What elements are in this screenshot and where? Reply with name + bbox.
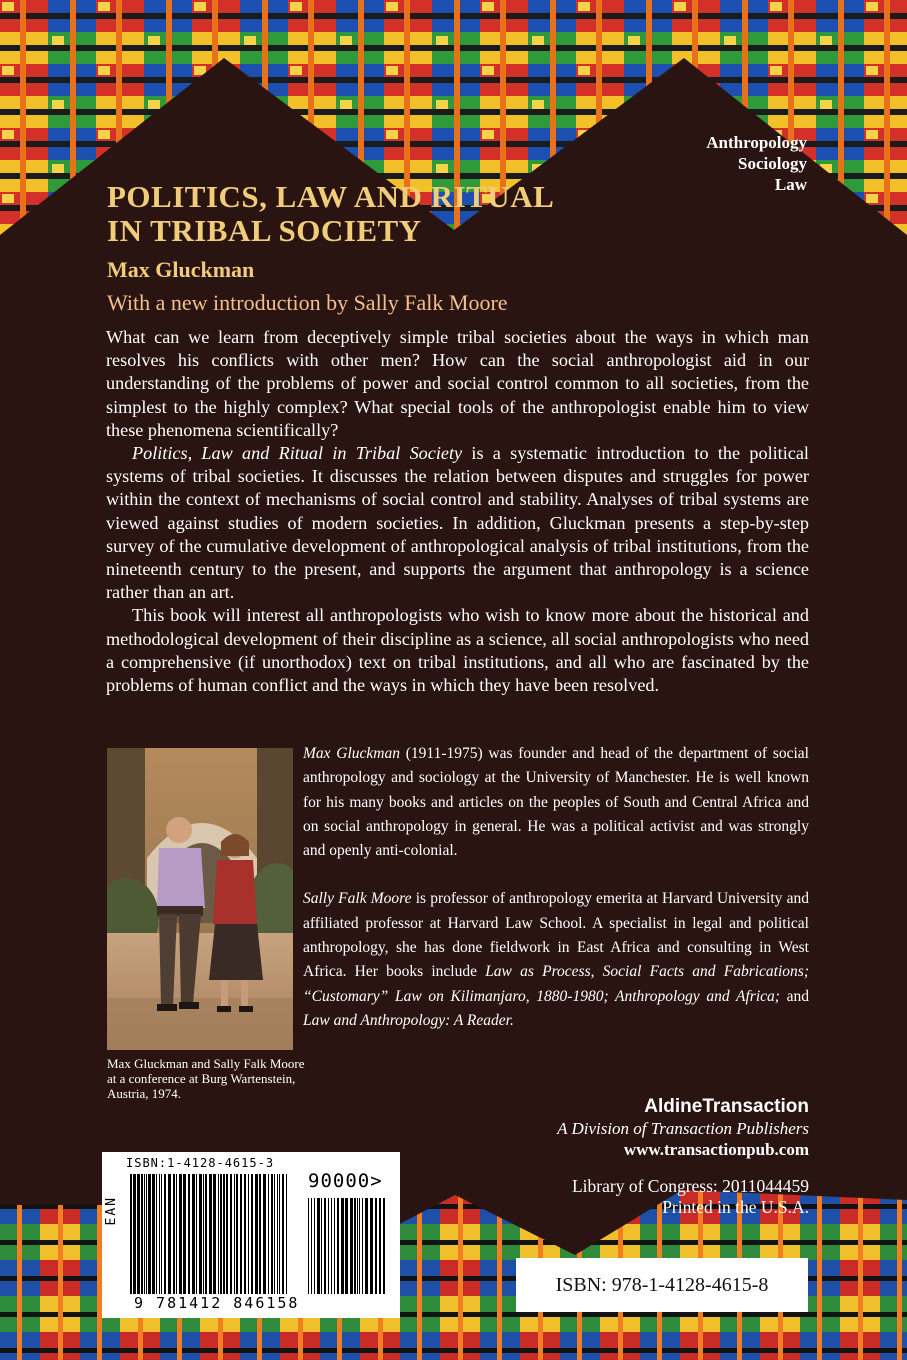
library-info bbox=[572, 1176, 809, 1218]
description-paragraph-2-text: is a systematic introduction to the political systems of tribal societies. It discusses the relation between disputes and struggles for power within the context of mechanisms of social control and stability. Analyses of tribal systems are viewed against studies of modern societies. In addition, Gluckman presents a step-by-step survey of the cumulative development of anthropological analysis of tribal institutions, from the nineteenth century to the present, and supports the argument that anthropology is a science rather than an art. bbox=[106, 443, 809, 603]
title-line-2: IN TRIBAL SOCIETY bbox=[107, 213, 422, 248]
barcode-bar bbox=[199, 1174, 202, 1294]
barcode-bar bbox=[179, 1174, 182, 1294]
barcode-bar bbox=[240, 1174, 242, 1294]
barcode-bar bbox=[173, 1174, 175, 1294]
printed-in: Printed in the U.S.A. bbox=[662, 1197, 809, 1217]
barcode-bars-addon bbox=[308, 1198, 392, 1294]
barcode-bar bbox=[148, 1174, 151, 1294]
barcode-bar bbox=[196, 1174, 197, 1294]
barcode-isbn-top: ISBN:1-4128-4615-3 bbox=[126, 1156, 275, 1170]
isbn-box: ISBN: 978-1-4128-4615-8 bbox=[516, 1258, 808, 1312]
barcode-bar bbox=[144, 1174, 145, 1294]
barcode-bar bbox=[328, 1198, 329, 1294]
barcode-bar bbox=[203, 1174, 204, 1294]
author-name: Max Gluckman bbox=[107, 257, 255, 282]
barcode-number: 9 781412 846158 bbox=[134, 1294, 300, 1312]
bio-gluckman-name: Max Gluckman bbox=[303, 745, 400, 762]
barcode-bars-main bbox=[130, 1174, 300, 1294]
barcode-bar bbox=[137, 1174, 140, 1294]
barcode-bar bbox=[357, 1198, 358, 1294]
bio-moore-name: Sally Falk Moore bbox=[303, 890, 412, 908]
barcode-bar bbox=[152, 1174, 155, 1294]
bio-moore-books: Law as Process, Social Facts and Fabrications; “Customary” Law on Kilimanjaro, 1880-1980; Anthropology and Africa; bbox=[303, 963, 809, 1005]
author-photo bbox=[107, 748, 293, 1050]
barcode-bar bbox=[255, 1174, 258, 1294]
barcode-bar bbox=[331, 1198, 332, 1294]
barcode-bar bbox=[230, 1174, 232, 1294]
barcode-bar bbox=[365, 1198, 368, 1294]
title-line-1: POLITICS, LAW AND RITUAL bbox=[107, 179, 555, 214]
bio-gluckman bbox=[303, 742, 809, 863]
barcode-bar bbox=[146, 1174, 147, 1294]
barcode-bar bbox=[271, 1174, 273, 1294]
barcode-bar bbox=[164, 1174, 166, 1294]
barcode-bar bbox=[282, 1174, 284, 1294]
publisher-url[interactable]: www.transactionpub.com bbox=[623, 1140, 809, 1159]
barcode-bar bbox=[354, 1198, 356, 1294]
barcode-bar bbox=[317, 1198, 320, 1294]
barcode-bar bbox=[259, 1174, 261, 1294]
barcode-bar bbox=[161, 1174, 162, 1294]
barcode-bar bbox=[183, 1174, 186, 1294]
barcode-bar bbox=[220, 1174, 222, 1294]
subject-law: Law bbox=[774, 175, 807, 194]
library-of-congress: Library of Congress: 2011044459 bbox=[571, 1176, 809, 1196]
barcode-bar bbox=[370, 1198, 373, 1294]
barcode-bar bbox=[362, 1198, 363, 1294]
bio-moore-and: and bbox=[779, 987, 809, 1005]
description-paragraph-1: What can we learn from deceptively simple tribal societies about the ways in which man resolves his conflicts with other men? How can the social anthropologist aid in our understanding of the problems of power and social control common to all societies, from the simplest to the highly complex? What special tools of the anthropologist enable him to view these phenomena scientifically? bbox=[106, 327, 809, 440]
barcode-bar bbox=[226, 1174, 228, 1294]
description-paragraph-3: This book will interest all anthropologists who wish to know more about the historical and methodological development of their discipline as a science, all social anthropologists who need a comprehensive (if unorthodox) text on tribal institutions, and all who are fascinated by the problems of human conflict and the ways in which they have been resolved. bbox=[106, 605, 809, 696]
barcode-bar bbox=[234, 1174, 235, 1294]
barcode-bar bbox=[159, 1174, 160, 1294]
book-title-italic: Politics, Law and Ritual in Tribal Society bbox=[132, 443, 463, 464]
publisher-block bbox=[557, 1096, 809, 1160]
barcode bbox=[102, 1152, 400, 1318]
barcode-bar bbox=[263, 1174, 266, 1294]
barcode-ean-label: EAN bbox=[104, 1196, 119, 1226]
barcode-bar bbox=[337, 1198, 339, 1294]
barcode-bar bbox=[324, 1198, 326, 1294]
barcode-bar bbox=[345, 1198, 348, 1294]
photo-caption: Max Gluckman and Sally Falk Moore at a conference at Burg Wartenstein, Austria, 1974. bbox=[107, 1056, 305, 1101]
subject-anthropology: Anthropology bbox=[706, 133, 807, 152]
barcode-bar bbox=[379, 1198, 381, 1294]
barcode-bar bbox=[341, 1198, 344, 1294]
barcode-bar bbox=[244, 1174, 246, 1294]
barcode-bar bbox=[188, 1174, 190, 1294]
barcode-bar bbox=[286, 1174, 287, 1294]
book-description bbox=[106, 326, 809, 697]
bio-moore-book-2: Law and Anthropology: A Reader. bbox=[303, 1011, 514, 1029]
barcode-bar bbox=[130, 1174, 132, 1294]
barcode-bar bbox=[251, 1174, 253, 1294]
barcode-bar bbox=[375, 1198, 377, 1294]
barcode-bar bbox=[311, 1198, 312, 1294]
barcode-bar bbox=[141, 1174, 143, 1294]
barcode-bar bbox=[274, 1174, 275, 1294]
barcode-bar bbox=[223, 1174, 225, 1294]
publisher-name: AldineTransaction bbox=[644, 1096, 809, 1117]
barcode-bar bbox=[168, 1174, 171, 1294]
barcode-bar bbox=[277, 1174, 278, 1294]
bio-gluckman-text: (1911-1975) was founder and head of the department of social anthropology and sociology at the University of Manchester. He is well known for his many books and articles on the peoples of South and Central Africa and on social anthropology in general. He was a political activist and was strongly and openly anti-colonial. bbox=[303, 745, 809, 860]
barcode-bar bbox=[314, 1198, 315, 1294]
barcode-bar bbox=[205, 1174, 207, 1294]
barcode-bar bbox=[218, 1174, 219, 1294]
barcode-bar bbox=[334, 1198, 335, 1294]
introduction-credit: With a new introduction by Sally Falk Moore bbox=[107, 290, 508, 315]
barcode-bar bbox=[321, 1198, 322, 1294]
barcode-bar bbox=[133, 1174, 136, 1294]
book-title bbox=[107, 180, 554, 248]
publisher-division: A Division of Transaction Publishers bbox=[557, 1119, 809, 1138]
barcode-bar bbox=[236, 1174, 238, 1294]
barcode-bar bbox=[268, 1174, 269, 1294]
subject-sociology: Sociology bbox=[738, 154, 807, 173]
barcode-price-code: 90000> bbox=[308, 1170, 383, 1192]
barcode-bar bbox=[192, 1174, 195, 1294]
barcode-bar bbox=[383, 1198, 385, 1294]
barcode-bar bbox=[213, 1174, 216, 1294]
bio-moore-text: is professor of anthropology emerita at Harvard University and affiliated professor at Harvard Law School. A specialist in legal and political anthropology, she has done fieldwork in East Africa and consulting in West Africa. Her books include bbox=[303, 890, 809, 981]
barcode-bar bbox=[209, 1174, 212, 1294]
description-paragraph-2 bbox=[106, 442, 809, 604]
barcode-bar bbox=[156, 1174, 157, 1294]
barcode-bar bbox=[308, 1198, 309, 1294]
barcode-bar bbox=[359, 1198, 360, 1294]
subject-categories bbox=[706, 132, 807, 195]
bio-moore bbox=[303, 887, 809, 1033]
barcode-bar bbox=[248, 1174, 249, 1294]
barcode-bar bbox=[350, 1198, 353, 1294]
author-biographies bbox=[303, 742, 809, 1057]
barcode-bar bbox=[279, 1174, 280, 1294]
barcode-bar bbox=[176, 1174, 177, 1294]
